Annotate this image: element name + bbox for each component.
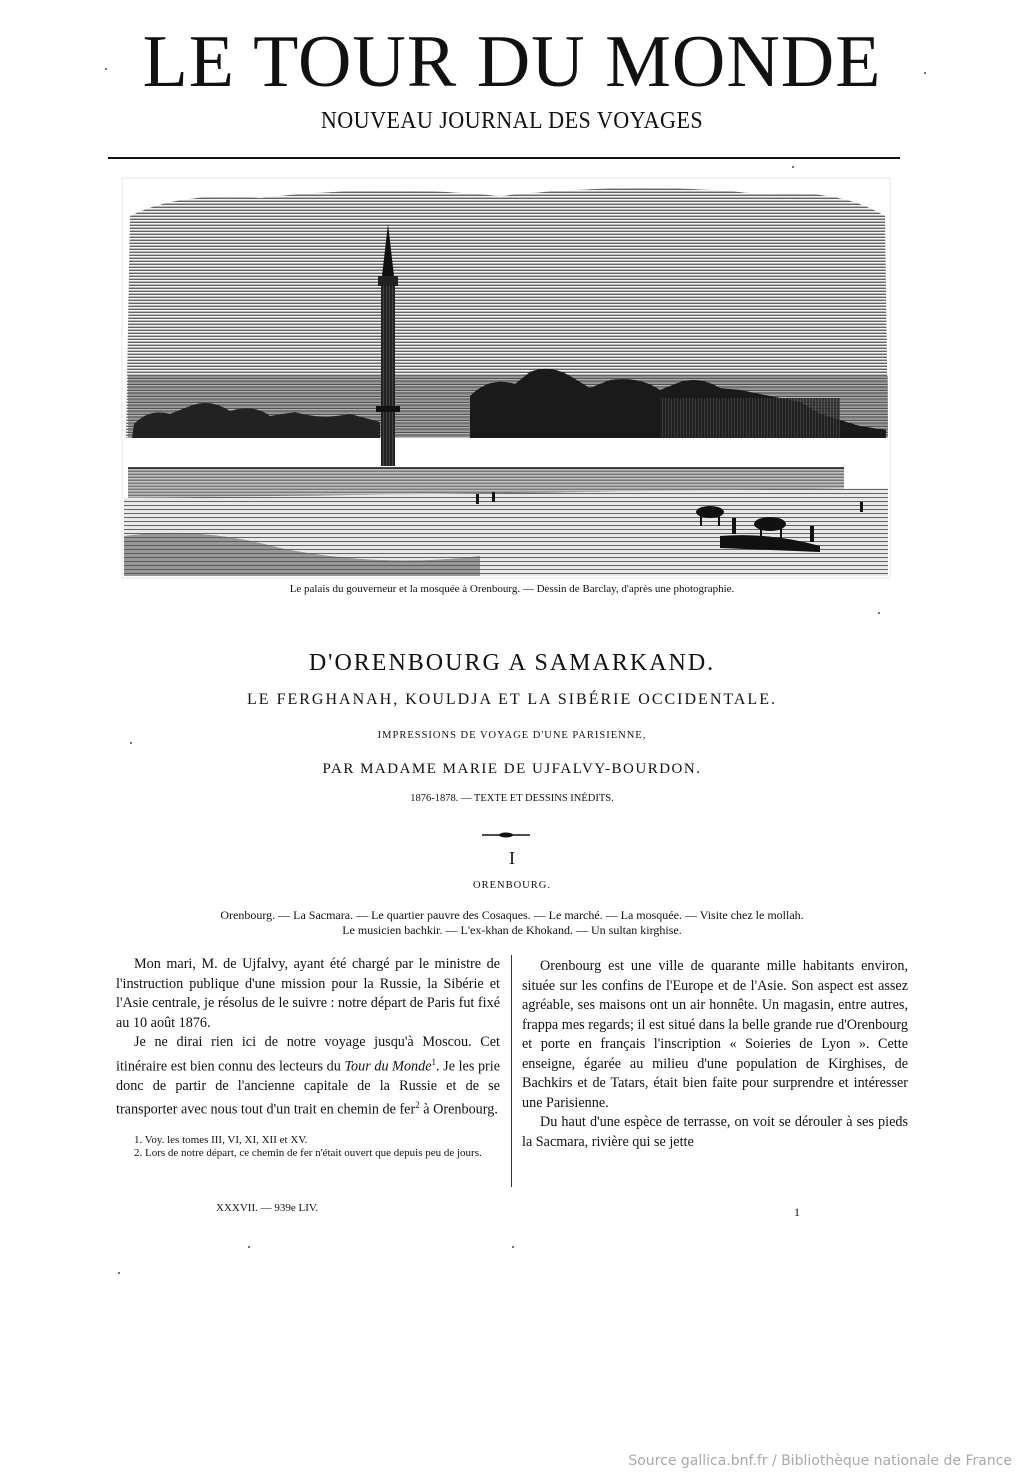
journal-subtitle: NOUVEAU JOURNAL DES VOYAGES bbox=[320, 108, 704, 134]
left-paragraph-2 bbox=[116, 1033, 500, 1120]
journal-title: LE TOUR DU MONDE bbox=[142, 21, 882, 103]
column-divider bbox=[511, 955, 512, 1187]
illustration-caption: Le palais du gouverneur et la mosquée à Orenbourg. — Dessin de Barclay, d'après une photographie. bbox=[289, 583, 735, 595]
scan-speck bbox=[878, 612, 880, 614]
engraving-svg bbox=[120, 176, 892, 580]
article-dates: 1876-1878. — TEXTE ET DESSINS INÉDITS. bbox=[410, 793, 614, 804]
chapter-name: ORENBOURG. bbox=[473, 880, 551, 891]
left-paragraph-1: Mon mari, M. de Ujfalvy, ayant été chargé par le ministre de l'instruction publique d'une mission pour la Russie, la Sibérie et l'Asie centrale, je résolus de le suivre : notre départ de Paris fut fixé au 10 août 1876. bbox=[116, 956, 500, 1031]
left-p2-text-a: Je ne dirai rien ici de notre voyage jusqu'à Moscou. Cet itinéraire est bien connu des lecteurs du bbox=[116, 1034, 500, 1075]
scan-speck bbox=[105, 68, 107, 70]
footnotes bbox=[116, 1134, 500, 1160]
engraving-illustration bbox=[120, 176, 892, 580]
chapter-number: I bbox=[509, 848, 515, 868]
right-paragraph-1: Orenbourg est une ville de quarante mille habitants environ, située sur les confins de l'Europe et de l'Asie. Son aspect est assez agréable, ses maisons ont un air honnête. Un magasin, entre autres, frappa mes regards; il est situé dans la belle grande rue d'Orenbourg et porte en français l'inscription « Soieries de Lyon ». Cette enseigne, égarée au milieu d'une population de Kirghises, de Bachkirs et de Tatars, était bien faite pour surprendre et intéresser une Parisienne. bbox=[522, 958, 908, 1111]
right-column bbox=[522, 957, 908, 1152]
chapter-summary bbox=[150, 908, 874, 938]
summary-line-1: Orenbourg. — La Sacmara. — Le quartier pauvre des Cosaques. — Le marché. — La mosquée. — Visite chez le mollah. bbox=[220, 908, 804, 922]
scan-speck bbox=[512, 1246, 514, 1248]
article-impressions: IMPRESSIONS DE VOYAGE D'UNE PARISIENNE, bbox=[377, 730, 647, 741]
source-attribution: Source gallica.bnf.fr / Bibliothèque nationale de France bbox=[628, 1453, 1012, 1469]
scan-speck bbox=[792, 166, 794, 168]
header-rule bbox=[108, 157, 900, 159]
left-column bbox=[116, 955, 500, 1160]
footnote-ref-2: 2 bbox=[415, 1100, 420, 1111]
summary-line-2: Le musicien bachkir. — L'ex-khan de Khokand. — Un sultan kirghise. bbox=[342, 923, 682, 937]
left-p2-text-c: à Orenbourg. bbox=[419, 1101, 498, 1118]
article-title: D'ORENBOURG A SAMARKAND. bbox=[308, 650, 716, 676]
journal-reference: Tour du Monde bbox=[344, 1058, 432, 1075]
left-p2-text-b: . Je les prie donc de partir de l'ancienne capitale de la Russie et de se transporter avec nous tout d'un trait en chemin de fer bbox=[116, 1058, 500, 1118]
scan-speck bbox=[130, 742, 132, 744]
article-author: PAR MADAME MARIE DE UJFALVY-BOURDON. bbox=[322, 761, 702, 777]
scan-speck bbox=[924, 72, 926, 74]
footnote-ref-1: 1 bbox=[431, 1056, 437, 1067]
right-paragraph-2: Du haut d'une espèce de terrasse, on voit se dérouler à ses pieds la Sacmara, rivière qui se jette bbox=[522, 1114, 908, 1150]
scan-speck bbox=[118, 1272, 120, 1274]
volume-issue: XXXVII. — 939e LIV. bbox=[216, 1202, 319, 1214]
footnote-1: 1. Voy. les tomes III, VI, XI, XII et XV. bbox=[134, 1134, 308, 1147]
ornament-divider bbox=[482, 825, 530, 831]
footnote-2: 2. Lors de notre départ, ce chemin de fer n'était ouvert que depuis peu de jours. bbox=[134, 1147, 482, 1160]
article-subtitle: LE FERGHANAH, KOULDJA ET LA SIBÉRIE OCCIDENTALE. bbox=[247, 691, 777, 708]
scan-speck bbox=[248, 1246, 250, 1248]
page-number: 1 bbox=[794, 1205, 800, 1219]
